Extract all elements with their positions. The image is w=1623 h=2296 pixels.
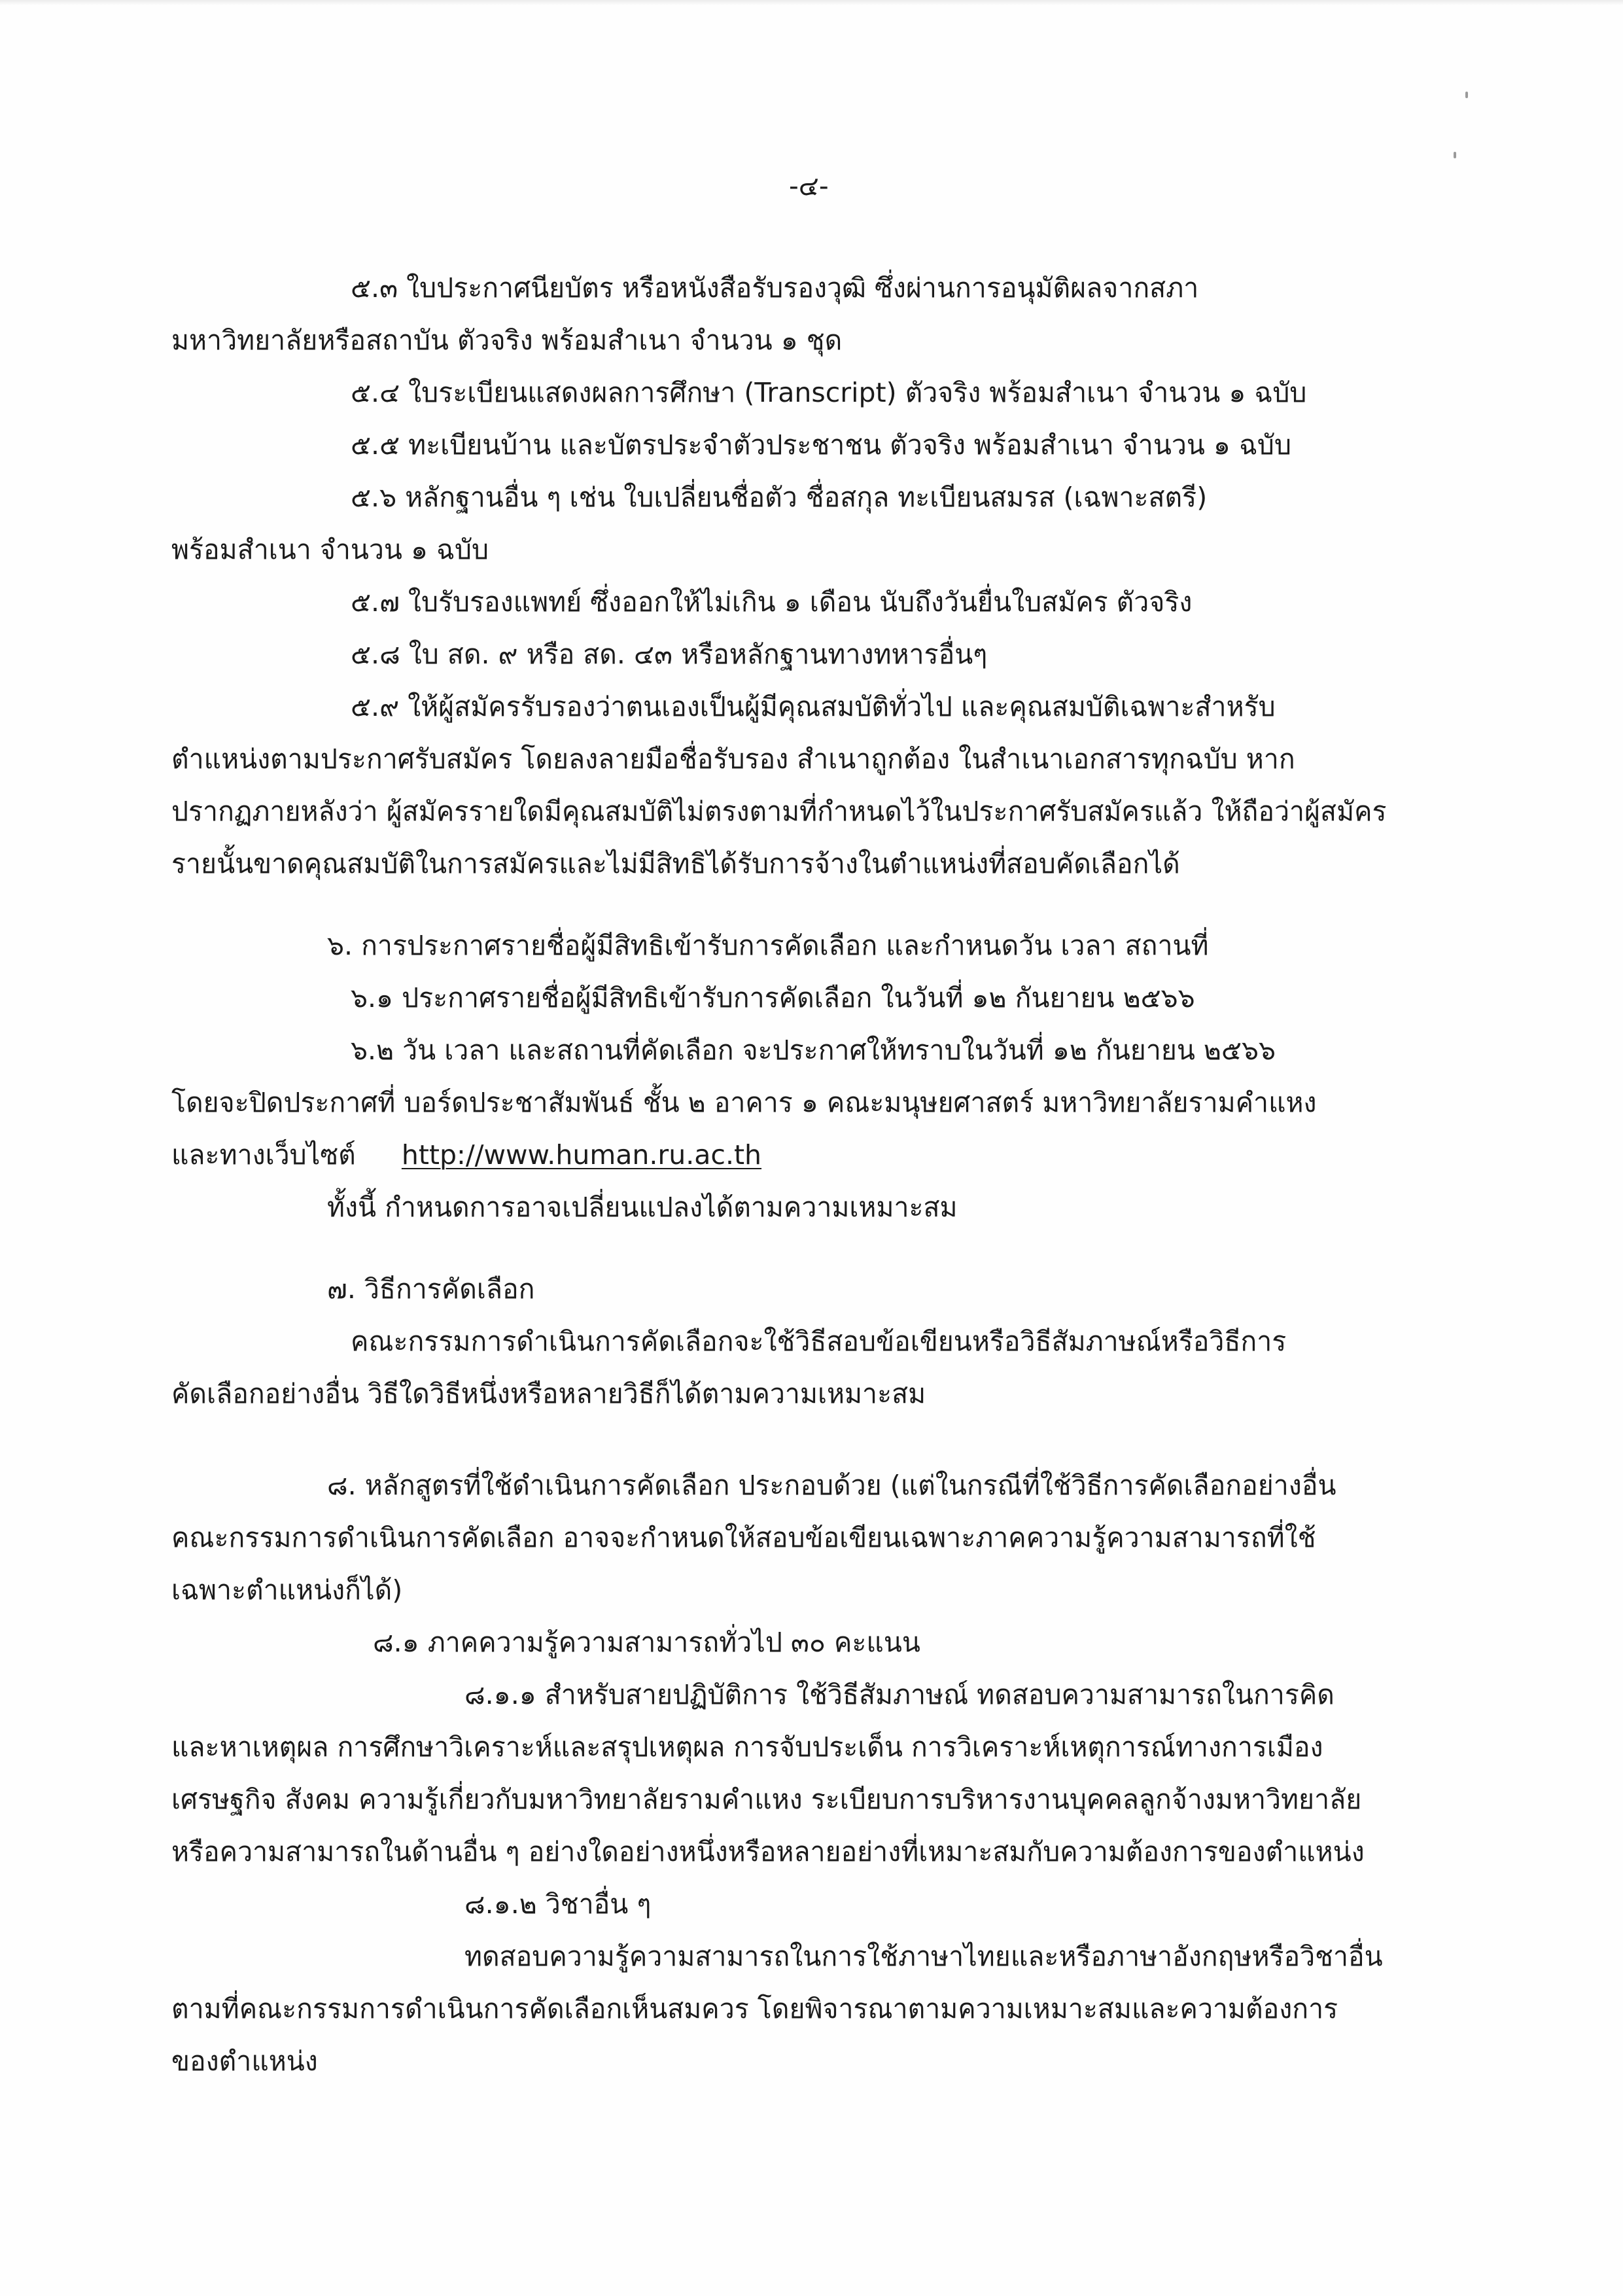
section-7-body: คณะกรรมการดำเนินการคัดเลือกจะใช้วิธีสอบข้อเขียนหรือวิธีสัมภาษณ์หรือวิธีการ (351, 1326, 1287, 1357)
section-8-heading-cont-2: เฉพาะตำแหน่งก็ได้) (171, 1574, 403, 1606)
website-prefix: และทางเว็บไซต์ (171, 1139, 356, 1171)
item-5-8: ๕.๘ ใบ สด. ๙ หรือ สด. ๔๓ หรือหลักฐานทางทหารอื่นๆ (351, 639, 988, 670)
scan-top-edge (0, 0, 1623, 5)
item-8-1-2-body-cont-2: ของตำแหน่ง (171, 2045, 318, 2077)
item-5-3-cont: มหาวิทยาลัยหรือสถาบัน ตัวจริง พร้อมสำเนา จำนวน ๑ ชุด (171, 325, 843, 356)
item-8-1-1: ๘.๑.๑ สำหรับสายปฏิบัติการ ใช้วิธีสัมภาษณ์ ทดสอบความสามารถในการคิด (464, 1679, 1335, 1710)
section-7-body-cont: คัดเลือกอย่างอื่น วิธีใดวิธีหนึ่งหรือหลายวิธีก็ได้ตามความเหมาะสม (171, 1378, 926, 1409)
scan-speck (1465, 92, 1468, 98)
item-5-4: ๕.๔ ใบระเบียนแสดงผลการศึกษา (Transcript) ตัวจริง พร้อมสำเนา จำนวน ๑ ฉบับ (351, 377, 1307, 408)
item-5-9-cont-2: ปรากฏภายหลังว่า ผู้สมัครรายใดมีคุณสมบัติไม่ตรงตามที่กำหนดไว้ในประกาศรับสมัครแล้ว ให้ถือว่าผู้สมัคร (171, 796, 1387, 827)
item-8-1-1-cont-2: เศรษฐกิจ สังคม ความรู้เกี่ยวกับมหาวิทยาลัยรามคำแหง ระเบียบการบริหารงานบุคคลลูกจ้างมหาวิทยาลัย (171, 1784, 1362, 1815)
item-6-1: ๖.๑ ประกาศรายชื่อผู้มีสิทธิเข้ารับการคัดเลือก ในวันที่ ๑๒ กันยายน ๒๕๖๖ (351, 982, 1195, 1014)
item-5-9-cont-3: รายนั้นขาดคุณสมบัติในการสมัครและไม่มีสิทธิได้รับการจ้างในตำแหน่งที่สอบคัดเลือกได้ (171, 848, 1180, 879)
item-8-1-1-cont-1: และหาเหตุผล การศึกษาวิเคราะห์และสรุปเหตุผล การจับประเด็น การวิเคราะห์เหตุการณ์ทางการเมือง (171, 1731, 1323, 1763)
item-5-3: ๕.๓ ใบประกาศนียบัตร หรือหนังสือรับรองวุฒิ ซึ่งผ่านการอนุมัติผลจากสภา (351, 272, 1199, 304)
item-5-6: ๕.๖ หลักฐานอื่น ๆ เช่น ใบเปลี่ยนชื่อตัว ชื่อสกุล ทะเบียนสมรส (เฉพาะสตรี) (351, 482, 1208, 513)
item-8-1-1-cont-3: หรือความสามารถในด้านอื่น ๆ อย่างใดอย่างหนึ่งหรือหลายอย่างที่เหมาะสมกับความต้องการของตำแหน่ง (171, 1836, 1365, 1867)
item-5-7: ๕.๗ ใบรับรองแพทย์ ซึ่งออกให้ไม่เกิน ๑ เดือน นับถึงวันยื่นใบสมัคร ตัวจริง (351, 586, 1193, 618)
item-8-1-2: ๘.๑.๒ วิชาอื่น ๆ (464, 1888, 652, 1920)
section-7-heading: ๗. วิธีการคัดเลือก (327, 1273, 535, 1305)
item-8-1-2-body-cont-1: ตามที่คณะกรรมการดำเนินการคัดเลือกเห็นสมควร โดยพิจารณาตามความเหมาะสมและความต้องการ (171, 1993, 1338, 2024)
item-8-1: ๘.๑ ภาคความรู้ความสามารถทั่วไป ๓๐ คะแนน (373, 1627, 920, 1658)
item-6-2: ๖.๒ วัน เวลา และสถานที่คัดเลือก จะประกาศให้ทราบในวันที่ ๑๒ กันยายน ๒๕๖๖ (351, 1034, 1276, 1066)
item-5-6-cont: พร้อมสำเนา จำนวน ๑ ฉบับ (171, 534, 489, 565)
item-5-9-cont-1: ตำแหน่งตามประกาศรับสมัคร โดยลงลายมือชื่อรับรอง สำเนาถูกต้อง ในสำเนาเอกสารทุกฉบับ หาก (171, 743, 1295, 775)
item-6-2-cont: โดยจะปิดประกาศที่ บอร์ดประชาสัมพันธ์ ชั้น ๒ อาคาร ๑ คณะมนุษยศาสตร์ มหาวิทยาลัยรามคำแหง (171, 1087, 1317, 1118)
section-8-heading: ๘. หลักสูตรที่ใช้ดำเนินการคัดเลือก ประกอบด้วย (แต่ในกรณีที่ใช้วิธีการคัดเลือกอย่างอื่น (327, 1470, 1336, 1501)
website-link[interactable]: http://www.human.ru.ac.th (401, 1139, 762, 1171)
item-5-5: ๕.๕ ทะเบียนบ้าน และบัตรประจำตัวประชาชน ตัวจริง พร้อมสำเนา จำนวน ๑ ฉบับ (351, 429, 1291, 461)
item-8-1-2-body: ทดสอบความรู้ความสามารถในการใช้ภาษาไทยและหรือภาษาอังกฤษหรือวิชาอื่น (464, 1941, 1383, 1972)
schedule-note: ทั้งนี้ กำหนดการอาจเปลี่ยนแปลงได้ตามความเหมาะสม (327, 1192, 958, 1223)
section-8-heading-cont-1: คณะกรรมการดำเนินการคัดเลือก อาจจะกำหนดให้สอบข้อเขียนเฉพาะภาคความรู้ความสามารถที่ใช้ (171, 1522, 1316, 1553)
section-6-heading: ๖. การประกาศรายชื่อผู้มีสิทธิเข้ารับการคัดเลือก และกำหนดวัน เวลา สถานที่ (327, 930, 1209, 961)
item-6-2-website-line (171, 1135, 761, 1174)
scan-speck (1454, 152, 1456, 158)
page-number: -๔- (789, 170, 829, 202)
item-5-9: ๕.๙ ให้ผู้สมัครรับรองว่าตนเองเป็นผู้มีคุณสมบัติทั่วไป และคุณสมบัติเฉพาะสำหรับ (351, 691, 1276, 722)
